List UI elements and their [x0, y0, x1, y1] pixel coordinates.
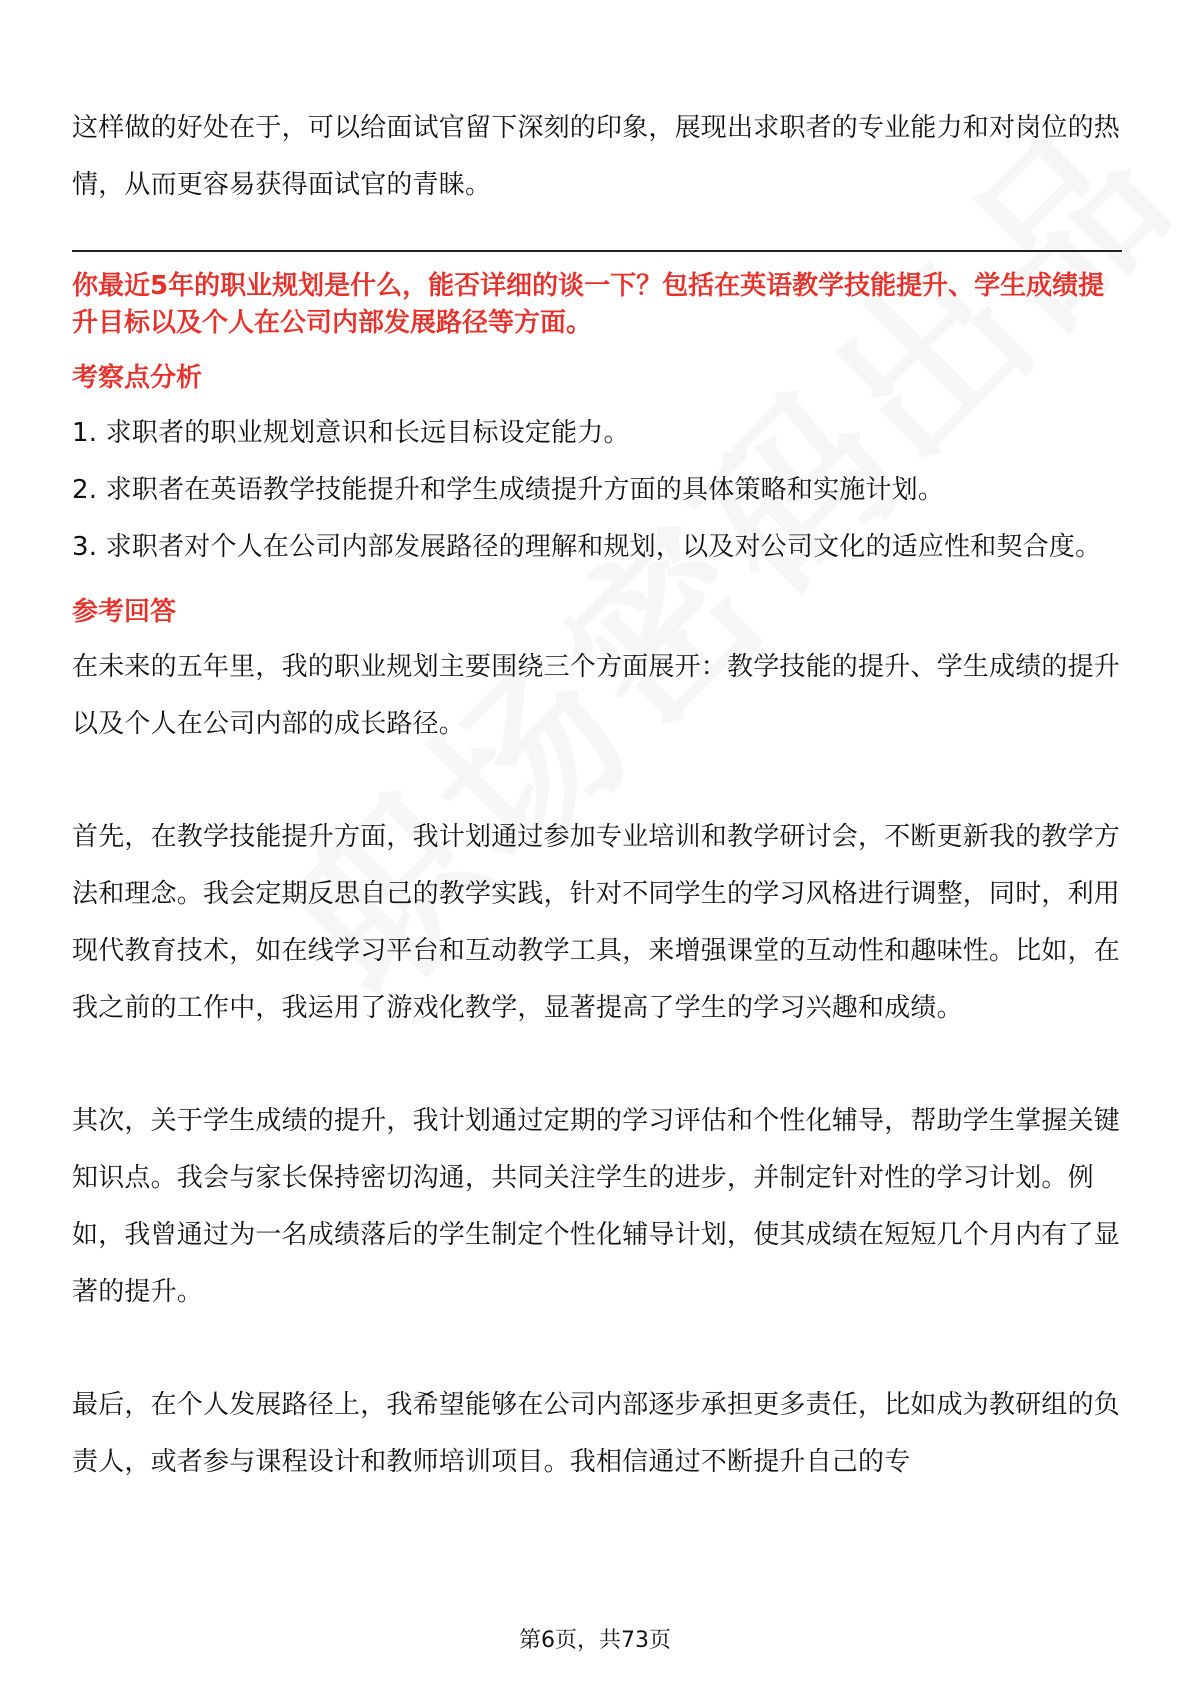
analysis-heading: 考察点分析: [72, 363, 203, 393]
page-indicator: 第6页，共73页: [519, 1628, 671, 1653]
analysis-item-2: 2. 求职者在英语教学技能提升和学生成绩提升方面的具体策略和实施计划。: [72, 475, 945, 505]
answer-paragraph-3: 其次，关于学生成绩的提升，我计划通过定期的学习评估和个性化辅导，帮助学生掌握关键知识点。我会与家长保持密切沟通，共同关注学生的进步，并制定针对性的学习计划。例如，我曾通过为一名成绩落后的学生制定个性化辅导计划，使其成绩在短短几个月内有了显著的提升。: [72, 1106, 1121, 1307]
analysis-item-1: 1. 求职者的职业规划意识和长远目标设定能力。: [72, 418, 630, 448]
document-page: [72, 100, 1122, 1491]
answer-paragraph-1: 在未来的五年里，我的职业规划主要围绕三个方面展开：教学技能的提升、学生成绩的提升以及个人在公司内部的成长路径。: [72, 652, 1121, 739]
section-divider: [72, 250, 1122, 252]
intro-paragraph: 这样做的好处在于，可以给面试官留下深刻的印象，展现出求职者的专业能力和对岗位的热情，从而更容易获得面试官的青睐。: [72, 113, 1121, 200]
analysis-item-3: 3. 求职者对个人在公司内部发展路径的理解和规划，以及对公司文化的适应性和契合度。: [72, 532, 1102, 562]
answer-paragraph-2: 首先，在教学技能提升方面，我计划通过参加专业培训和教学研讨会，不断更新我的教学方法和理念。我会定期反思自己的教学实践，针对不同学生的学习风格进行调整，同时，利用现代教育技术，如在线学习平台和互动教学工具，来增强课堂的互动性和趣味性。比如，在我之前的工作中，我运用了游戏化教学，显著提高了学生的学习兴趣和成绩。: [72, 822, 1121, 1023]
paragraph-spacer: [72, 1037, 1122, 1093]
paragraph-spacer: [72, 753, 1122, 809]
interview-question: 你最近5年的职业规划是什么，能否详细的谈一下？包括在英语教学技能提升、学生成绩提升目标以及个人在公司内部发展路径等方面。: [72, 271, 1105, 338]
answer-paragraph-4: 最后，在个人发展路径上，我希望能够在公司内部逐步承担更多责任，比如成为教研组的负责人，或者参与课程设计和教师培训项目。我相信通过不断提升自己的专: [72, 1390, 1121, 1477]
paragraph-spacer: [72, 1321, 1122, 1377]
answer-heading: 参考回答: [72, 597, 177, 627]
